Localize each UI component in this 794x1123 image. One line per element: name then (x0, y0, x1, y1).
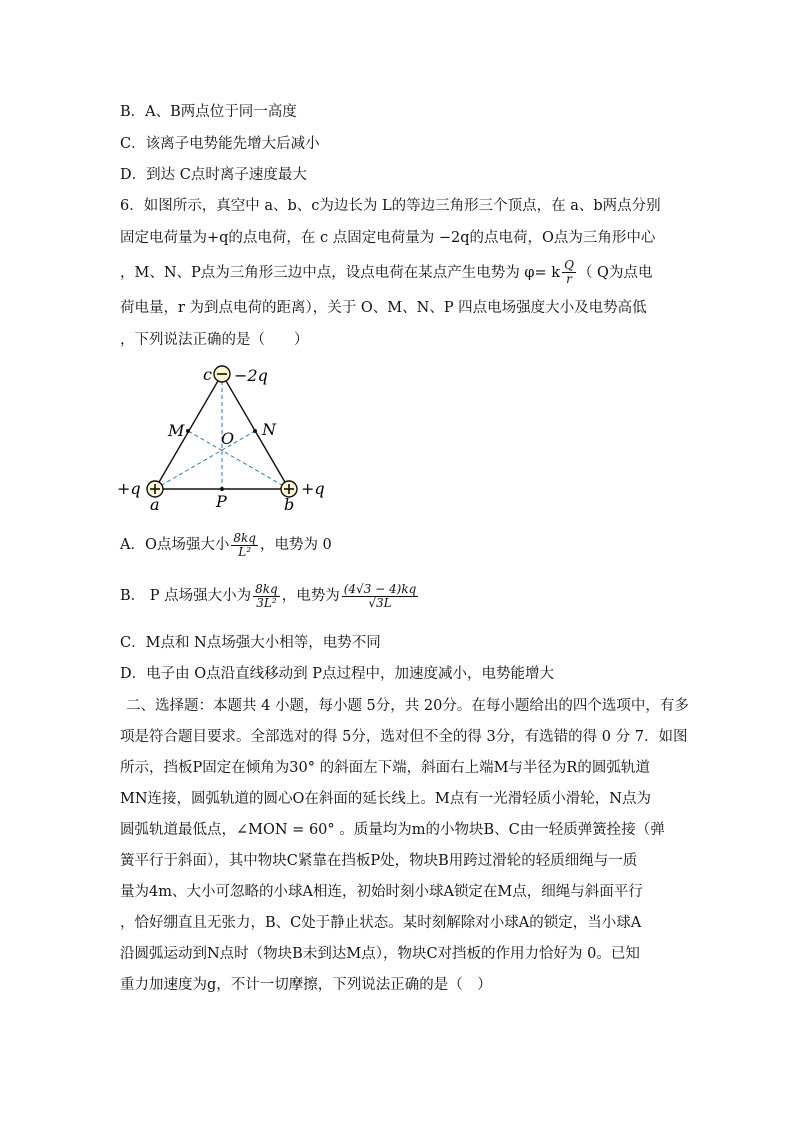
option-b-numerator-1: 8kq (255, 581, 278, 596)
option-a-numerator: 8kq (233, 530, 256, 545)
charge-label-c: −2q (234, 366, 268, 385)
question-6-line-3 (120, 259, 652, 286)
option-b-denominator-2: √3L (368, 595, 392, 610)
question-6-line-1: 6．如图所示，真空中 a、b、c为边长为 L的等边三角形三个顶点，在 a、b两点分别 (120, 198, 661, 214)
option-d: D．电子由 O点沿直线移动到 P点过程中，加速度减小，电势能增大 (120, 666, 554, 682)
section-2-line-8: ，恰好绷直且无张力，B、C处于静止状态。某时刻解除对小球A的锁定，当小球A (120, 915, 642, 931)
section-2-line-4: MN连接，圆弧轨道的圆心O在斜面的延长线上。M点有一光滑轻质小滑轮，N点为 (120, 791, 651, 807)
question-6-line-3-tail: （ Q为点电 (577, 264, 653, 281)
section-2-line-10: 重力加速度为g，不计一切摩擦，下列说法正确的是（ ） (120, 977, 492, 993)
point-p (220, 487, 224, 491)
option-b-prev: B．A、B两点位于同一高度 (120, 104, 297, 120)
option-a-tail: ，电势为 0 (259, 537, 332, 553)
option-c: C．M点和 N点场强大小相等，电势不同 (120, 635, 381, 651)
median-b (188, 431, 289, 489)
charge-label-a: +q (117, 479, 141, 498)
label-m: M (168, 421, 185, 440)
question-6-line-2: 固定电荷量为+q的点电荷，在 c 点固定电荷量为 −2q的点电荷，O点为三角形中心 (120, 230, 656, 246)
option-b-fraction-1 (253, 583, 280, 610)
charge-c-negative-icon (214, 366, 230, 382)
section-2-line-7: 量为4m、大小可忽略的小球A相连，初始时刻小球A锁定在M点，细绳与斜面平行 (120, 884, 643, 900)
question-6-line-3-text: ，M、N、P点为三角形三边中点，设点电荷在某点产生电势为 φ= k (120, 264, 561, 281)
triangle-figure (115, 360, 345, 520)
section-2-line-9: 沿圆弧运动到N点时（物块B未到达M点），物块C对挡板的作用力恰好为 0。已知 (120, 946, 640, 962)
option-b-text: B． P 点场强大小为 (120, 588, 252, 604)
label-n: N (262, 420, 276, 439)
option-a-text: A．O点场强大小 (120, 537, 230, 553)
label-p: P (216, 492, 227, 511)
option-b-denominator-1: 3L² (256, 595, 277, 610)
option-a (120, 528, 332, 562)
fraction-numerator: Q (564, 258, 574, 272)
section-2-line-2: 项是符合题目要求。全部选对的得 5分，选对但不全的得 3分，有选错的得 0 分 7．如图 (120, 729, 688, 745)
option-b-numerator-2: (4√3 − 4)kq (343, 581, 417, 596)
question-6-line-5: ，下列说法正确的是（ ） (120, 332, 309, 348)
label-a: a (150, 495, 160, 514)
label-c: c (203, 365, 212, 384)
option-b-fraction-2 (342, 583, 419, 610)
point-n (253, 429, 257, 433)
section-2-line-6: 簧平行于斜面），其中物块C紧靠在挡板P处，物块B用跨过滑轮的轻质细绳与一质 (120, 853, 638, 869)
charge-label-b: +q (301, 479, 325, 498)
option-a-denominator: L² (238, 544, 252, 559)
section-2-line-5: 圆弧轨道最低点，∠MON = 60° 。质量均为m的小物块B、C由一轻质弹簧拴接（弹 (120, 822, 665, 838)
option-a-fraction (231, 532, 258, 559)
label-o: O (221, 429, 235, 448)
question-6-line-4: 荷电量，r 为到点电荷的距离），关于 O、M、N、P 四点电场强度大小及电势高低 (120, 300, 647, 316)
option-c-prev: C．该离子电势能先增大后减小 (120, 136, 320, 152)
option-b (120, 578, 420, 614)
option-d-prev: D．到达 C点时离子速度最大 (120, 167, 307, 183)
option-b-mid: ，电势为 (281, 588, 340, 604)
potential-fraction (562, 259, 576, 286)
section-2-line-3: 所示，挡板P固定在倾角为30° 的斜面左下端，斜面右上端M与半径为R的圆弧轨道 (120, 760, 650, 776)
label-b: b (284, 495, 295, 514)
section-2-line-1: 二、选择题：本题共 4 小题，每小题 5分，共 20分。在每小题给出的四个选项中，有多 (126, 698, 689, 714)
fraction-denominator: r (566, 272, 572, 286)
point-m (186, 429, 190, 433)
